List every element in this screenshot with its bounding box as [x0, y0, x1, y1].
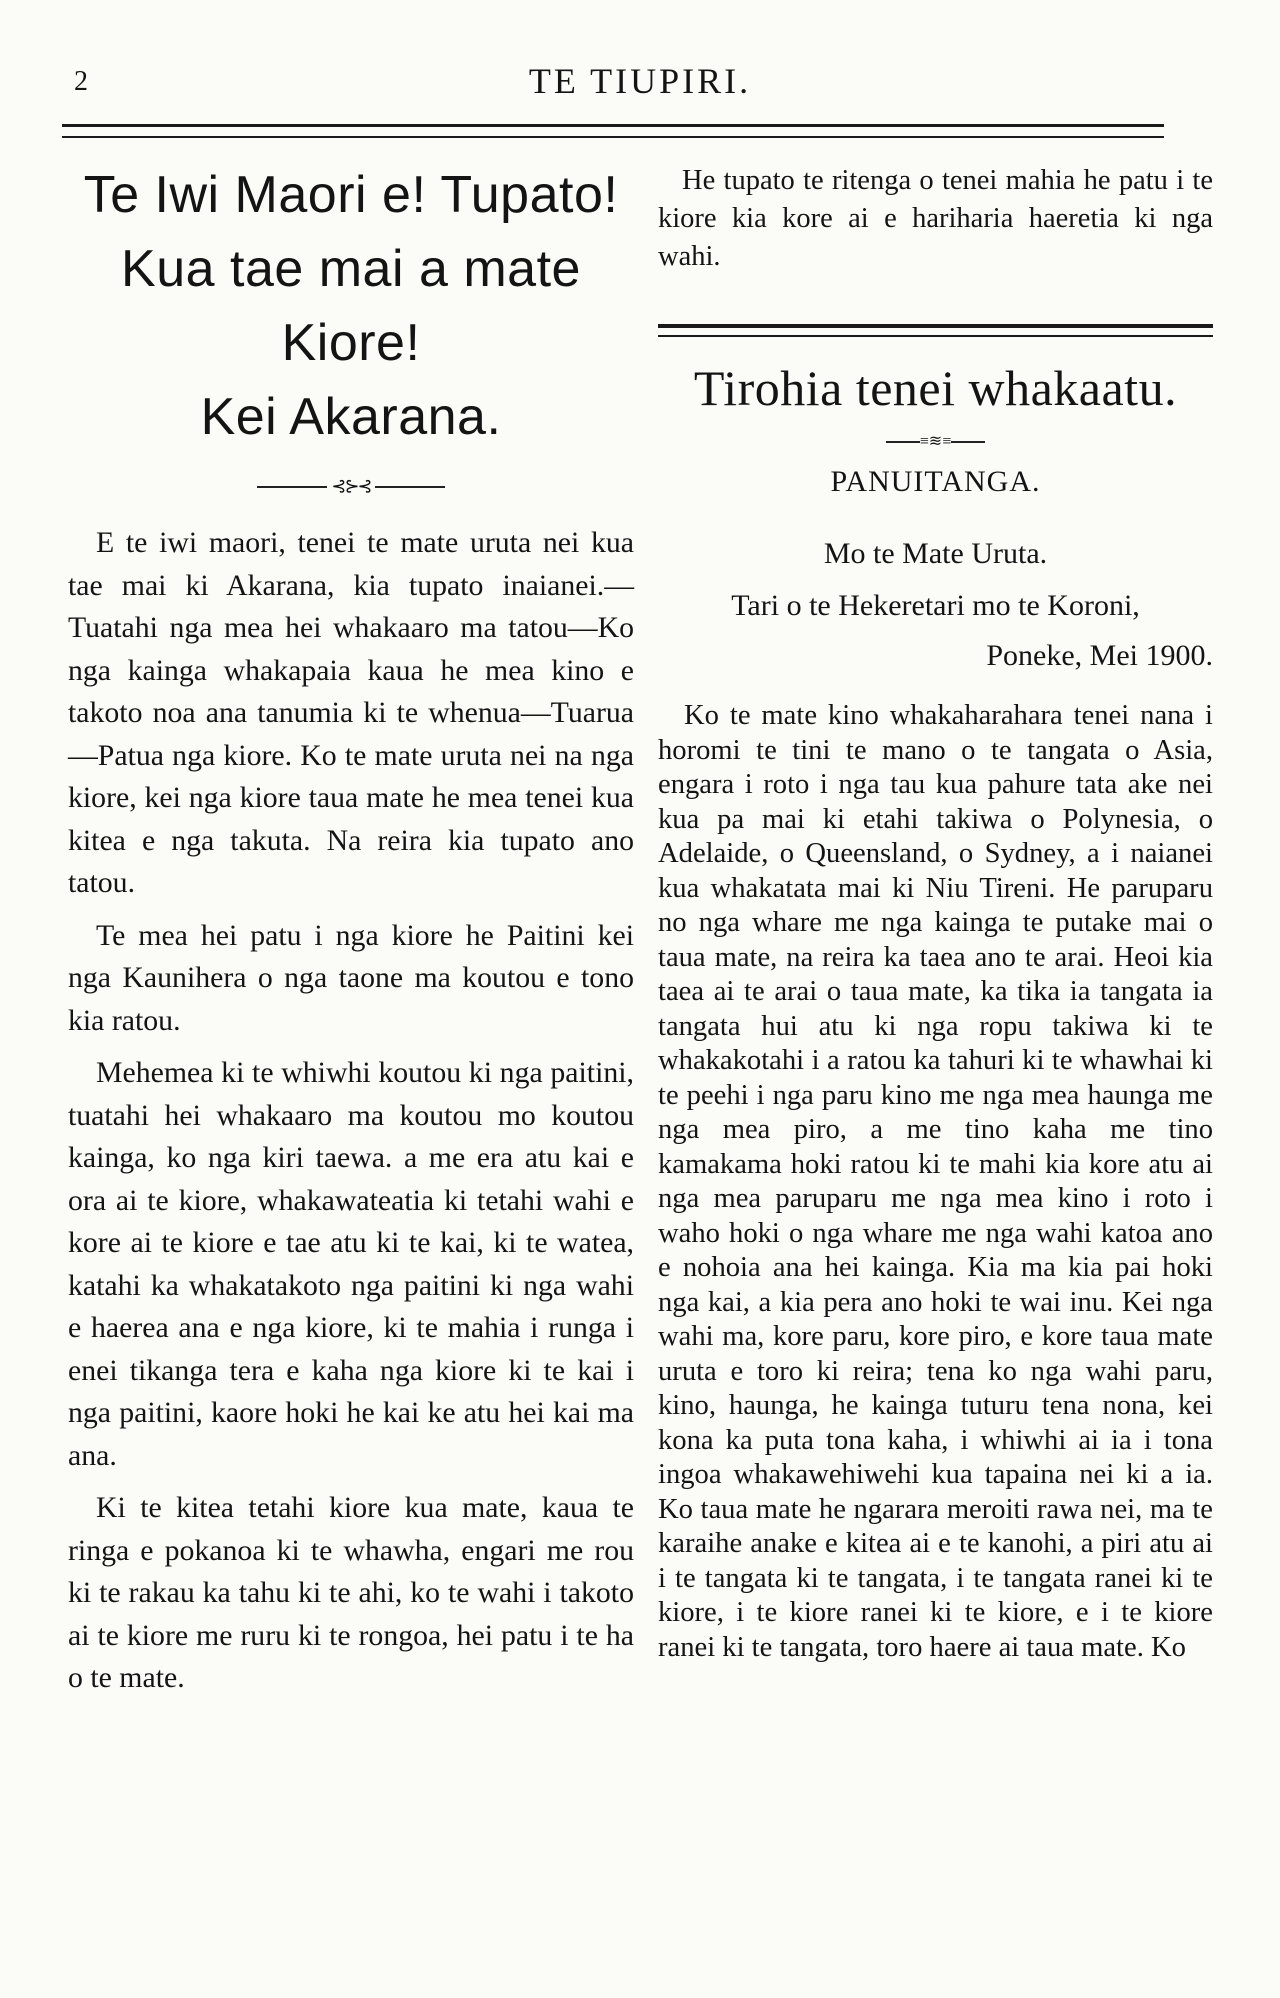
notice-heading: PANUITANGA. — [830, 465, 1041, 498]
section-rule — [658, 324, 1213, 337]
dateline-office: Tari o te Hekeretari mo te Koroni, — [731, 589, 1140, 622]
paragraph: Mehemea ki te whiwhi koutou ki nga paitini, tuatahi hei whakaaro ma koutou mo koutou kainga, ko nga kiri taewa. a me era atu kai e ora ai te kiore, whakawateatia ki tetahi wahi e kore ai te kiore e tae atu ki te kai, ki te watea, katahi ka whakatakoto nga paitini ki nga wahi e haerea ana e nga kiore, ki te mahia i runga i enei tikanga tera e kaha nga kiore ki te kai i nga paitini, kaore hoki he kai ke atu hei kai ma ana. — [68, 1056, 634, 1472]
paragraph: Te mea hei patu i nga kiore he Paitini kei nga Kaunihera o nga taone ma koutou e tono kia ratou. — [68, 918, 634, 1037]
paragraph: Ki te kitea tetahi kiore kua mate, kaua te ringa e pokanoa ki te whawha, engari me rou ki te rakau ka tahu ki te ahi, ko te wahi i takoto ai te kiore me ruru ki te rongoa, hei patu i te ha o te mate. — [68, 1491, 634, 1694]
headline-line-1: Te Iwi Maori e! Tupato! — [83, 166, 619, 224]
right-column — [658, 150, 1213, 1665]
notice-body: Ko te mate kino whakaharahara tenei nana i horomi te tini te mano o te tangata o Asia, engara i roto i nga tau kua pahure tata ake nei kua pa mai ki etahi takiwa o Polynesia, o Adelaide, o Queensland, o Sydney, a i naianei kua whakatata mai ki Niu Tireni. He paruparu no nga whare me nga kainga te putake mai o taua mate, na reira ka taea ano te arai. Heoi kia taea ai te arai o taua mate, ka tika ia tangata ia tangata hui atu ki nga ropu takiwa ki te whakakotahi i a ratou ka tahuri ki te whawhai ki te peehi i nga paru kino me nga mea haunga me nga mea piro, a me tino kaha me tino kamakama hoki ratou ki te mahi kia kore atu ai nga mea paruparu me nga mea kino i roto i waho hoki o nga whare me nga wahi katoa ano e nohoia ana hei kainga. Kia ma kia pai hoki nga kai, a kia pera ano hoki te wai inu. Kei nga wahi ma, kore paru, kore piro, e kore taua mate uruta e toro ki reira; tena ko nga wahi paru, kino, haunga, he kainga tuturu tena nona, kei kona ka puta tona kaha, i whiwhi ai ia i tona ingoa whakawehiwehi kua tapaina nei ki a ia. Ko taua mate he ngarara meroiti rawa nei, ma te karaihe anake e kitea ai e te kanohi, a piri atu ai i te tangata ki te tangata, i te tangata ranei ki te kiore, i te kiore ranei ki te kiore, e i te kiore ranei ki te tangata, toro haere ai taua mate. Ko — [658, 700, 1213, 1663]
paragraph: E te iwi maori, tenei te mate uruta nei kua tae mai ki Akarana, kia tupato inaianei.—Tuatahi nga mea hei whakaaro ma tatou—Ko nga kainga whakapaia kaua he mea kino e takoto noa ana tanumia ki te whenua—Tuarua—Patua nga kiore. Ko te mate uruta nei na nga kiore, kei nga kiore taua mate he mea tenei kua kitea e nga takuta. Na reira kia tupato ano tatou. — [68, 526, 634, 899]
main-headline — [68, 158, 634, 454]
ornament-divider — [68, 476, 634, 496]
lead-paragraph: He tupato te ritenga o tenei mahia he patu i te kiore kia kore ai e hariharia haeretia ki nga wahi. — [658, 165, 1213, 272]
ornament-divider-small — [658, 431, 1213, 453]
headline-line-4: Kei Akarana. — [200, 388, 502, 446]
headline-line-3: Kiore! — [281, 314, 421, 372]
page-number: 2 — [74, 66, 88, 97]
left-column — [68, 150, 634, 1710]
page-header — [0, 60, 1280, 110]
headline-line-2: Kua tae mai a mate — [121, 240, 581, 298]
dateline-place: Poneke, Mei 1900. — [986, 639, 1213, 672]
notice-headline: Tirohia tenei whakaatu. — [693, 360, 1178, 416]
running-title: TE TIUPIRI. — [528, 61, 752, 101]
header-rule — [62, 124, 1164, 138]
notice-subheading: Mo te Mate Uruta. — [823, 537, 1048, 570]
ornament-knot-icon: ≡≋≡ — [919, 433, 952, 450]
ornament-knot-icon: ⊰⊱⊰ — [331, 476, 371, 496]
